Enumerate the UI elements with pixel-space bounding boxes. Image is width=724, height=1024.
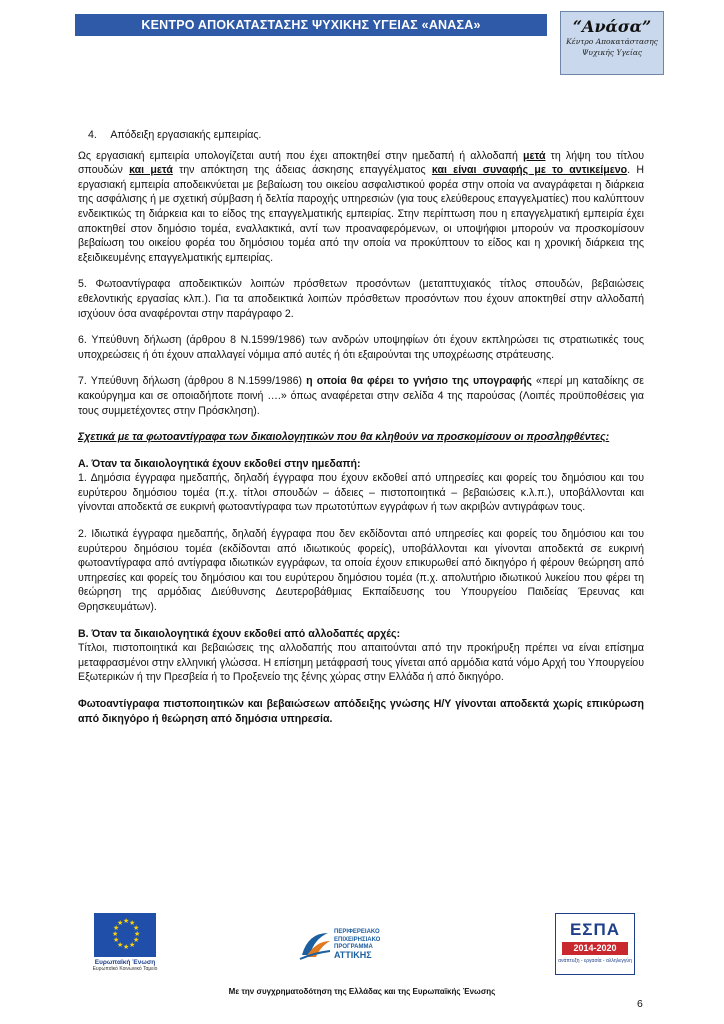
text-run: . Η εργασιακή εμπειρία αποδεικνύεται με βεβαίωση του οικείου ασφαλιστικού φορέα στην οποία να αναγράφεται η διάρκεια της ασφάλισης ή με σχετική σύμβαση ή δελτία παροχής υπηρεσιών (για τους ελεύθερους επαγγελματίες) που καλύπτουν ενδεικτικώς τη διάρκεια και το είδος της επαγγελματικής εμπειρίας. Στην περίπτωση που η επαγγελματική εμπειρία έχει αποκτηθεί στον δημόσιο τομέα, εναλλακτικά, αντί των προαναφερόμενων, οι υποψήφιοι μπορούν να προσκομίσουν βεβαίωση του οικείου φορέα του δημόσιου τομέα από την οποία να προκύπτουν το είδος και η χρονική διάρκεια της εξειδικευμένης επαγγελματικής εμπειρίας. [78, 164, 644, 264]
attiki-program-logo [298, 927, 428, 967]
espa-title: ΕΣΠΑ [569, 920, 621, 939]
eu-caption: Ευρωπαϊκή Ένωση [94, 959, 156, 966]
document-body [78, 128, 644, 726]
svg-text:★: ★ [113, 936, 120, 944]
section-a-paragraph-1: 1. Δημόσια έγγραφα ημεδαπής, δηλαδή έγγραφα που έχουν εκδοθεί από υπηρεσίες και φορείς του δημόσιου και του ευρύτερου δημόσιου τομέα (π.χ. τίτλοι σπουδών – άδειες – πιστοποιητικά – βεβαιώσεις κ.λ.π.), υποβάλλονται και γίνονται αποδεκτά σε ευκρινή φωτοαντίγραφα των πρωτοτύπων εγγράφων ή των ακριβών αντιγράφων τους. [78, 472, 644, 514]
espa-slogan: ανάπτυξη - εργασία - αλληλεγγύη [558, 958, 632, 964]
page-number: 6 [637, 998, 643, 1010]
svg-text:★: ★ [113, 924, 120, 932]
item-6-paragraph: 6. Υπεύθυνη δήλωση (άρθρου 8 Ν.1599/1986) των ανδρών υποψηφίων ότι έχουν εκπληρώσει τις στρατιωτικές τους υποχρεώσεις ή ότι έχουν απαλλαγεί νόμιμα από αυτές ή ότι εξαιρούνται της υποχρέωσης στράτευσης. [78, 334, 644, 361]
svg-text:★: ★ [117, 919, 124, 927]
item-5-paragraph: 5. Φωτοαντίγραφα αποδεικτικών λοιπών πρόσθετων προσόντων (μεταπτυχιακός τίτλος σπουδών, βεβαιώσεις εθελοντικής εργασίας κλπ.). Για τα αποδεικτικά λοιπών πρόσθετων προσόντων που έχουν αποκτηθεί στην αλλοδαπή ισχύουν όσα αναφέρονται στην παράγραφο 2. [78, 278, 644, 320]
item-4-number: 4. [88, 129, 97, 141]
item-7-paragraph [78, 374, 644, 418]
svg-text:★: ★ [129, 941, 136, 949]
section-a-paragraph-2: 2. Ιδιωτικά έγγραφα ημεδαπής, δηλαδή έγγραφα που δεν εκδίδονται από υπηρεσίες και φορείς του δημόσιου και του ευρύτερου δημόσιου τομέα (εκδίδονται από ιδιωτικούς φορείς), υποβάλλονται και γίνονται αποδεκτά σε ευκρινή φωτοαντίγραφα από αντίγραφα ιδιωτικών εγγράφων, τα οποία έχουν επικυρωθεί από δικηγόρο ή φέρουν θεώρηση από υπηρεσίες και φορείς του δημόσιου και του ευρύτερου δημόσιου τομέα (π.χ. απολυτήριο ιδιωτικού λυκείου που φέρει τη θεώρηση της αρμόδιας Διεύθυνσης Δευτεροβάθμιας Εκπαίδευσης του Υπουργείου Παιδείας Έρευνας και Θρησκευμάτων). [78, 528, 644, 614]
svg-text:★: ★ [129, 919, 136, 927]
text-run: «περί μη καταδίκης σε κακούργημα και σε οποιαδήποτε ποινή ….» όπως αναφέρεται στην σελίδα 4 της παρούσας (Λοιπές προϋποθέσεις για τους συμμετέχοντες στην Πρόσκληση). [78, 375, 644, 417]
attiki-swirl-icon [298, 927, 332, 963]
text-run-emph: και μετά [129, 164, 173, 177]
svg-text:★: ★ [123, 917, 130, 925]
svg-text:★: ★ [112, 930, 119, 938]
anasa-logo [560, 11, 664, 75]
copies-section-title: Σχετικά με τα φωτοαντίγραφα των δικαιολογητικών που θα κληθούν να προσκομίσουν οι προσληφθέντες: [78, 431, 610, 444]
svg-text:★: ★ [134, 930, 141, 938]
logo-title: “Ανάσα” [572, 17, 652, 36]
text-run: τη λήψη του τίτλου σπουδών [78, 149, 645, 177]
text-run-emph: μετά [523, 149, 546, 162]
attiki-line-3: ΠΡΟΓΡΑΜΜΑ [334, 944, 373, 950]
item-4-title: Απόδειξη εργασιακής εμπειρίας. [110, 129, 262, 141]
funding-statement: Με την συγχρηματοδότηση της Ελλάδας και της Ευρωπαϊκής Ένωσης [228, 987, 496, 996]
logo-line-2: Ψυχικής Υγείας [581, 48, 643, 57]
text-run-bold: η οποία θα φέρει το γνήσιο της υπογραφής [306, 375, 532, 388]
closing-note: Φωτοαντίγραφα πιστοποιητικών και βεβαιώσεων απόδειξης γνώσης Η/Υ γίνονται αποδεκτά χωρίς επικύρωση από δικηγόρο ή θεώρηση από δημόσια υπηρεσία. [78, 698, 644, 725]
header-title-bar [75, 14, 547, 36]
espa-logo [555, 913, 635, 975]
attiki-line-4: ΑΤΤΙΚΗΣ [334, 949, 372, 960]
section-a-heading: Α. Όταν τα δικαιολογητικά έχουν εκδοθεί στην ημεδαπή: [78, 457, 361, 470]
text-run: την απόκτηση της άδειας άσκησης επαγγέλματος [172, 164, 432, 177]
eu-logo [90, 913, 160, 972]
svg-text:★: ★ [133, 936, 140, 944]
attiki-line-2: ΕΠΙΧΕΙΡΗΣΙΑΚΟ [334, 936, 381, 943]
espa-years: 2014-2020 [562, 942, 628, 955]
logo-line-1: Κέντρο Αποκατάστασης [566, 37, 658, 46]
eu-flag-icon [94, 913, 156, 957]
text-run: Ως εργασιακή εμπειρία υπολογίζεται αυτή που έχει αποκτηθεί στην ημεδαπή ή αλλοδαπή [78, 149, 524, 162]
attiki-text [334, 929, 380, 959]
org-title: ΚΕΝΤΡΟ ΑΠΟΚΑΤΑΣΤΑΣΗΣ ΨΥΧΙΚΗΣ ΥΓΕΙΑΣ «ΑΝΑΣΑ» [141, 18, 481, 32]
item-4-paragraph [78, 149, 644, 266]
text-run: 7. Υπεύθυνη δήλωση (άρθρου 8 Ν.1599/1986) [78, 375, 307, 388]
item-4-heading [78, 128, 644, 143]
footer-logos [0, 913, 724, 979]
section-b-heading: Β. Όταν τα δικαιολογητικά έχουν εκδοθεί από αλλοδαπές αρχές: [78, 627, 401, 640]
svg-text:★: ★ [133, 924, 140, 932]
eu-subcaption: Ευρωπαϊκό Κοινωνικό Ταμείο [92, 966, 158, 972]
svg-text:★: ★ [117, 941, 124, 949]
text-run-emph: και είναι συναφής με το αντικείμενο [431, 164, 628, 177]
section-b-paragraph: Τίτλοι, πιστοποιητικά και βεβαιώσεις της αλλοδαπής που απαιτούνται από την προκήρυξη πρέπει να είναι επίσημα μεταφρασμένοι στην ελληνική γλώσσα. Η επίσημη μετάφρασή τους γίνεται από αρμόδια κατά νόμο Αρχή του Υπουργείου Εξωτερικών ή την Πρεσβεία ή το Προξενείο της ξένης χώρας στην Ελλάδα ή από δικηγόρο. [78, 642, 644, 684]
svg-text:★: ★ [123, 943, 130, 951]
attiki-line-1: ΠΕΡΙΦΕΡΕΙΑΚΟ [334, 929, 380, 935]
